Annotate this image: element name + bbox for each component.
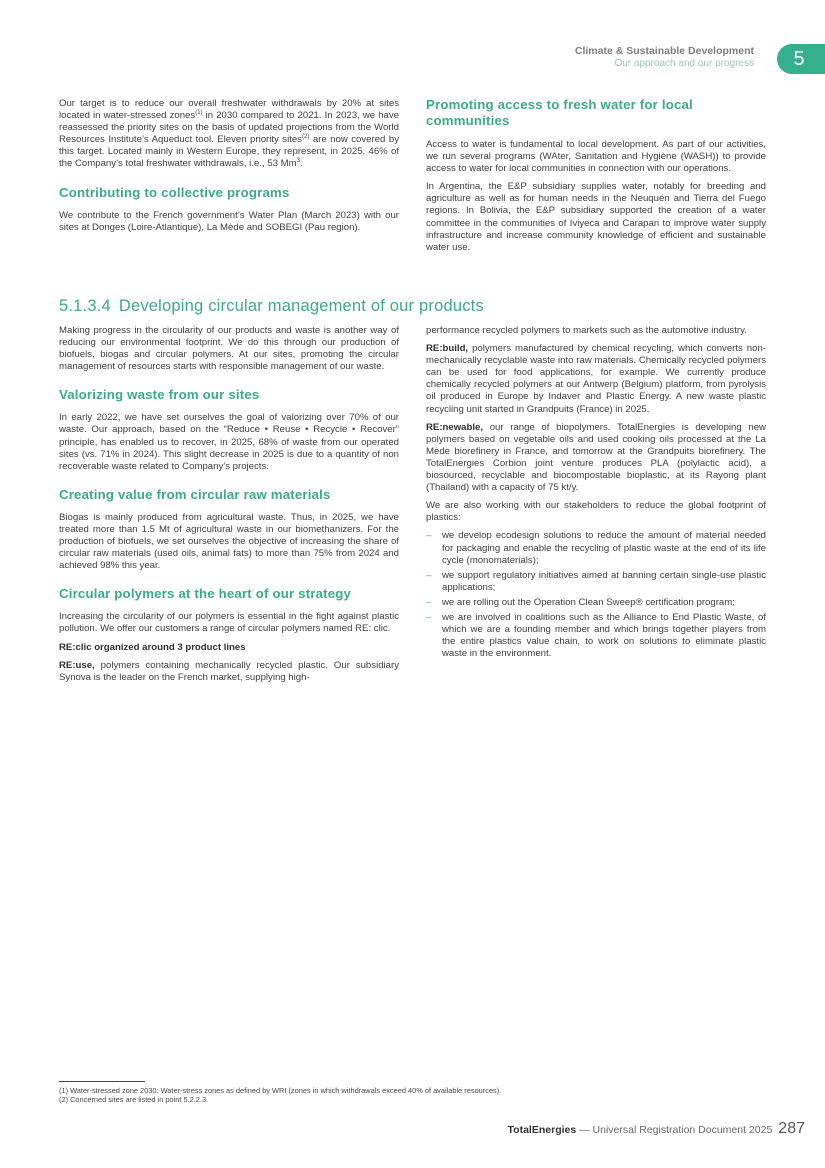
- left-bottom-column: [59, 325, 399, 690]
- footnote-ref-1[interactable]: (1): [195, 110, 203, 117]
- section-number: 5.1.3.4: [59, 297, 111, 315]
- footer-brand: TotalEnergies: [507, 1124, 577, 1136]
- page-number: 287: [778, 1120, 805, 1137]
- chapter-number-badge: 5: [777, 44, 825, 74]
- section-title: [59, 297, 492, 316]
- reuse-continued: performance recycled polymers to markets such as the automotive industry.: [426, 325, 747, 336]
- fresh-water-para-2: In Argentina, the E&P subsidiary supplies water, notably for breeding and agriculture as well as for human needs in the Neuquén and Tierra del Fuego regions. In Bolivia, the E&P subsidiary supported the creation of a water committee in the communities of Iviyeca and Carapari to improve water supply infrastructure and increase community knowledge of efficient and sustainable water use.: [426, 181, 766, 253]
- waste-text: In early 2022, we have set ourselves the goal of valorizing over 70% of our waste. Our approach, based on the “Reduce • Reuse • Recycle • Recover” principle, has enabled us to recover, in 2025, 68% of waste from our operated sites (vs. 71% in 2024). This slight decrease in 2025 is due to a quantity of non recoverable waste related to Company’s projects.: [59, 412, 399, 472]
- footnote-ref-2[interactable]: (2): [302, 134, 310, 141]
- reclic-label: RE:clic organized around 3 product lines: [59, 641, 246, 653]
- chapter-header: [575, 45, 754, 70]
- page-footer: [508, 1120, 805, 1138]
- right-top-column: [426, 97, 766, 260]
- water-target-paragraph: Our target is to reduce our overall freshwater withdrawals by 20% at sites located in water-stressed zones$^{(1)}$ in 2030 compared to 2021. In 2023, we have reassessed the priority sites on the basis of updated projections from the World Resources Institute’s Aqueduct tool. Eleven priority sites$^{(2)}$ are now covered by this target. Located mainly in Western Europe, they represent, in 2025, 46% of the Company’s total freshwater withdrawals, i.e., 53 Mm$^3$.: [59, 98, 399, 170]
- chapter-title: Climate & Sustainable Development: [574, 45, 754, 57]
- raw-materials-text: Biogas is mainly produced from agricultural waste. Thus, in 2025, we have treated more than 1.5 Mt of agricultural waste in our biomethanizers. For the production of biofuels, we set ourselves the objective of increasing the share of circular raw materials (used oils, animal fats) to more than 75% from 2024 and achieved 98% this year.: [59, 511, 399, 572]
- renewable-paragraph: RE:newable, our range of biopolymers. TotalEnergies is developing new polymers based on vegetable oils and used cooking oils processed at the La Mède biorefinery in France, and tomorrow at the Grandpuits biorefinery. The TotalEnergies Corbion joint venture produces PLA (polylactic acid), a biosourced, recyclable and biocompostable bioplastic, at its Rayong plant (Thailand) with a capacity of 75 kt/y.: [426, 421, 766, 494]
- left-top-column: [59, 98, 399, 240]
- list-item: – we develop ecodesign solutions to reduce the amount of material needed for packaging and enable the recycling of plastic waste at the end of its life cycle (monomaterials);: [426, 530, 766, 566]
- reuse-paragraph: RE:use, polymers containing mechanically recycled plastic. Our subsidiary Synova is the leader on the French market, supplying high-: [59, 659, 399, 683]
- circular-intro: Making progress in the circularity of our products and waste is another way of reducing our environmental footprint. We do this through our production of biofuels, biogas and circular polymers. At our sites, promoting the circular management of resources starts with responsible management of our waste.: [59, 325, 399, 373]
- collective-programs-text: We contribute to the French government’s Water Plan (March 2023) with our sites at Donges (Loire-Atlantique), La Mède and SOBEGI (Pau region).: [59, 209, 399, 233]
- polymers-heading: Circular polymers at the heart of our strategy: [59, 586, 352, 602]
- footnote-divider: [59, 1081, 145, 1082]
- list-item: – we are involved in coalitions such as the Alliance to End Plastic Waste, of which we are a founding member and which brings together players from the entire plastics value chain, to work on solutions to eliminate plastic waste in the environment.: [426, 612, 766, 660]
- chapter-subtitle: Our approach and our progress: [614, 58, 754, 69]
- list-item: – we are rolling out the Operation Clean Sweep® certification program;: [426, 597, 766, 609]
- footnote-1: (1) Water-stressed zone 2030: Water-stress zones as defined by WRI (zones in which withdrawals exceed 40% of available resources).: [59, 1086, 502, 1095]
- footnotes: [59, 1086, 501, 1105]
- list-item: – we support regulatory initiatives aimed at banning certain single-use plastic applications;: [426, 570, 766, 594]
- fresh-water-para-1: Access to water is fundamental to local development. As part of our activities, we run several programs (WAter, Sanitation and Hygiène (WASH)) to provide access to water for local communities in connection with our operations.: [426, 139, 766, 175]
- stakeholders-text: We are also working with our stakeholders to reduce the global footprint of plastics:: [426, 500, 766, 524]
- section-heading: Developing circular management of our products: [118, 297, 484, 315]
- footnote-2: (2) Concerned sites are listed in point 5.2.2.3.: [59, 1095, 209, 1105]
- right-bottom-column: [426, 325, 766, 663]
- collective-programs-heading: Contributing to collective programs: [59, 184, 290, 200]
- footer-doc-title: — Universal Registration Document 2025: [576, 1124, 773, 1136]
- plastics-actions-list: [426, 530, 766, 660]
- fresh-water-heading: Promoting access to fresh water for local communities: [426, 97, 693, 128]
- polymers-text: Increasing the circularity of our polymers is essential in the fight against plastic pollution. We offer our customers a range of circular polymers named RE: clic.: [59, 611, 399, 635]
- raw-materials-heading: Creating value from circular raw materials: [59, 486, 331, 502]
- rebuild-paragraph: RE:build, polymers manufactured by chemical recycling, which converts non-mechanically recyclable waste into raw materials. Chemically recycled polymers can be used for food applications, for example. We currently produce chemically recycled polymers at our Antwerp (Belgium) platform, from pyrolysis oil produced in Europe by Indaver and Plastic Energy. A new waste plastic recycling unit started in Grandpuits (France) in 2025.: [426, 343, 766, 415]
- waste-heading: Valorizing waste from our sites: [59, 387, 260, 403]
